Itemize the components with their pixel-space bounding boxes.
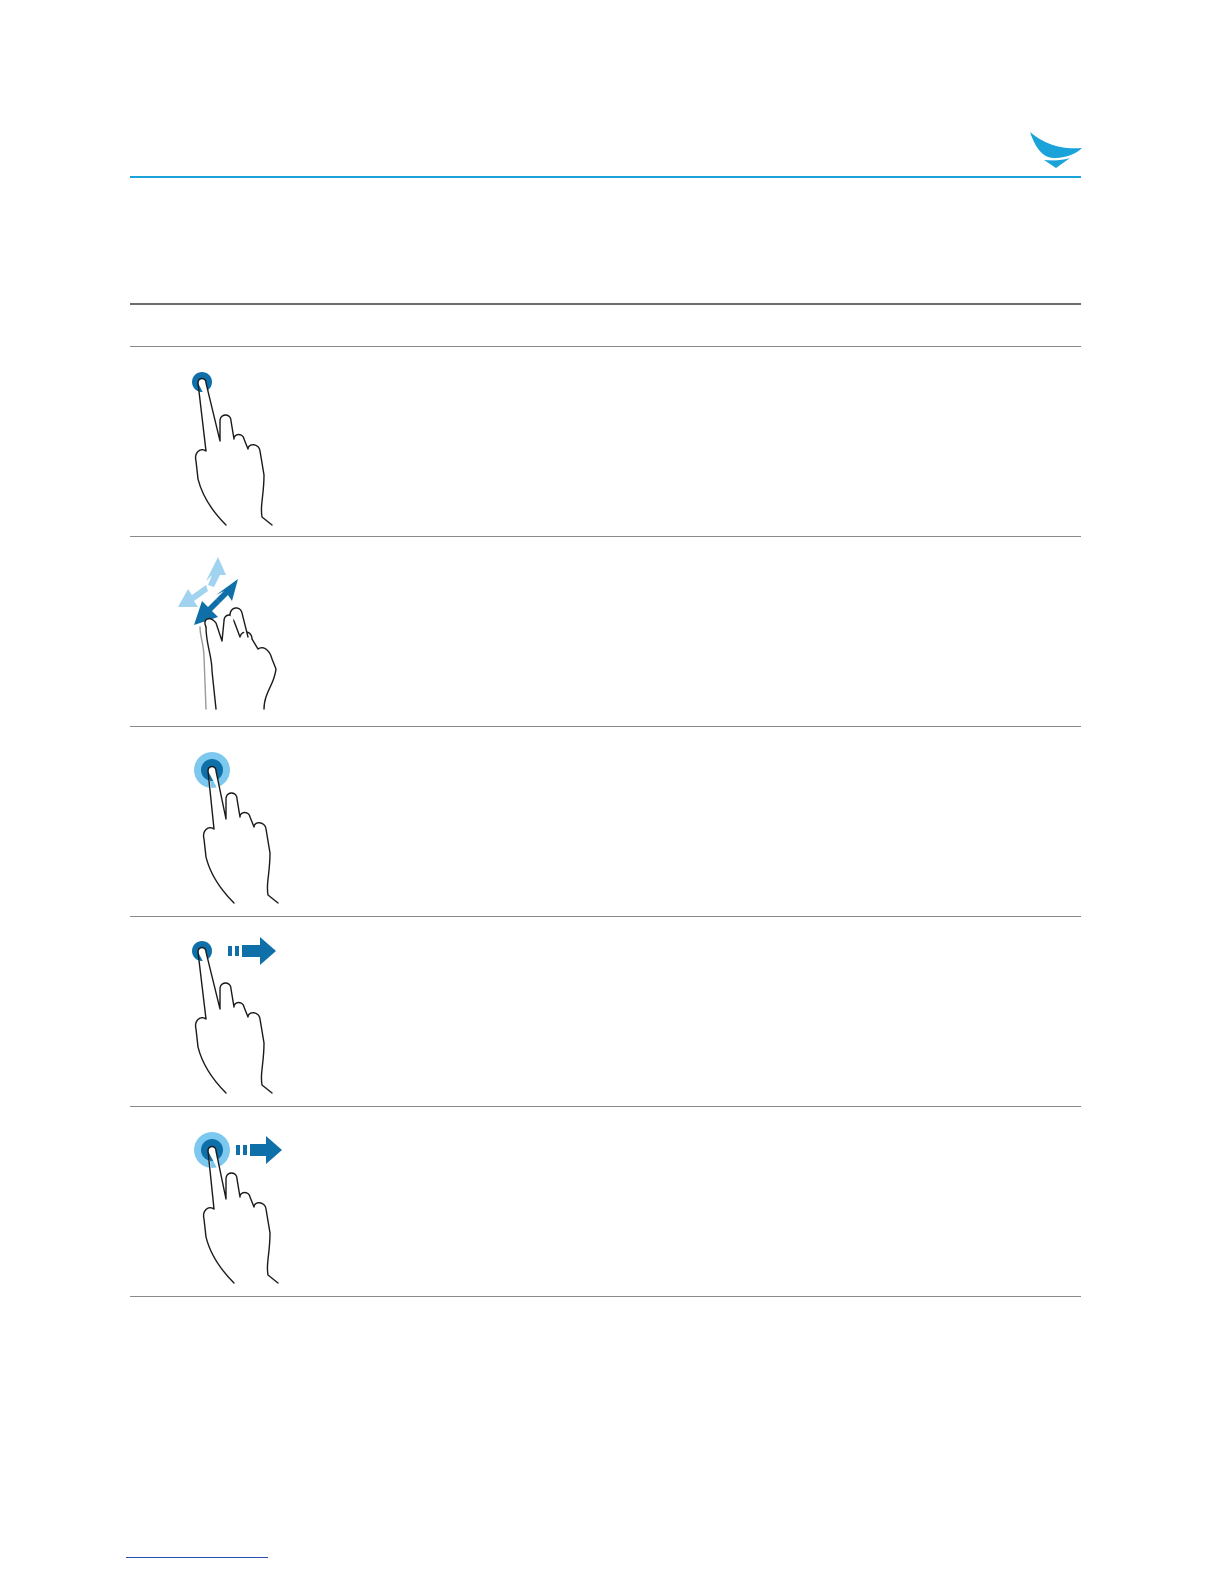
drag-gesture-icon [160, 1115, 340, 1290]
table-row [130, 537, 1081, 727]
gesture-table [130, 303, 1081, 1297]
table-row [130, 727, 1081, 917]
table-header-row [130, 305, 1081, 347]
swipe-gesture-icon [160, 925, 340, 1100]
table-row [130, 347, 1081, 537]
bird-logo-icon [1028, 128, 1084, 170]
tap-and-hold-gesture-icon [160, 735, 340, 910]
table-row [130, 917, 1081, 1107]
header-rule [130, 176, 1081, 178]
tap-gesture-icon [160, 355, 340, 530]
table-row [130, 1107, 1081, 1297]
footer-link-underline[interactable] [126, 1557, 268, 1558]
pinch-gesture-icon [160, 545, 340, 720]
